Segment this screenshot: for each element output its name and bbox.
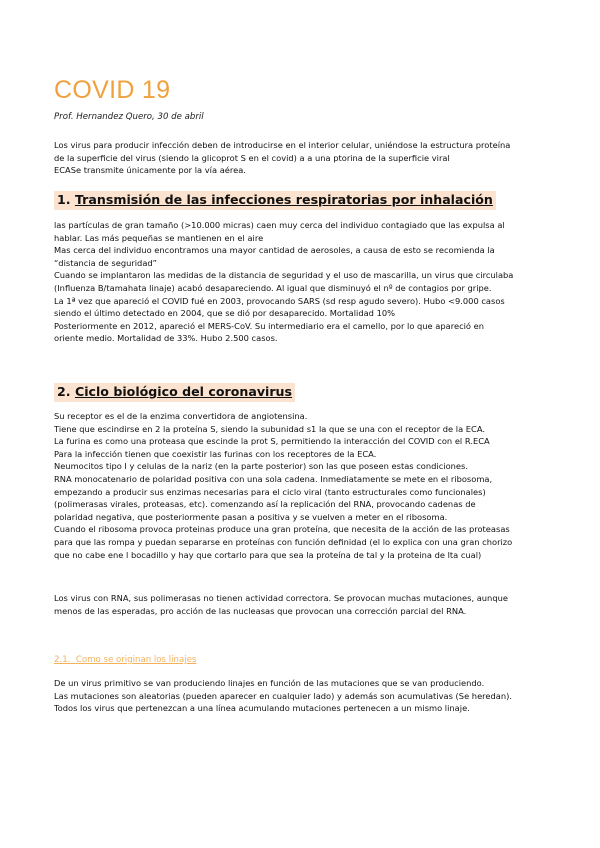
text-line: las partículas de gran tamaño (>10.000 micras) caen muy cerca del individuo contagiado que las expulsa al (54, 220, 505, 230)
section-2-1-body (54, 677, 546, 715)
text-line: Cuando se implantaron las medidas de la distancia de seguridad y el uso de mascarilla, un virus que circulaba (54, 270, 514, 281)
section-2-heading (54, 383, 295, 402)
text-line: Los virus con RNA, sus polimerasas no tienen actividad correctora. Se provocan muchas mutaciones, aunque (54, 593, 508, 603)
section-2-1-heading (54, 655, 196, 665)
section-title: Transmisión de las infecciones respiratorias por inhalación (74, 192, 493, 207)
text-line: siendo el último detectado en 2004, que se dió por desaparecido. Mortalidad 10% (54, 308, 396, 319)
text-line: Tiene que escindirse en 2 la proteína S, siendo la subunidad s1 la que se una con el receptor de la ECA. (54, 423, 486, 434)
text-line: La 1ª vez que apareció el COVID fué en 2003, provocando SARS (sd resp agudo severo). Hubo <9.000 casos (54, 295, 505, 306)
text-line: hablar. Las más pequeñas se mantienen en el aire (54, 232, 264, 243)
text-line: De un virus primitivo se van produciendo linajes en función de las mutaciones que se van produciendo. (54, 678, 485, 688)
text-line: que no cabe ene l bocadillo y hay que cortarlo para que sea la proteína de tal y la proteina de lta cual) (54, 549, 482, 560)
text-line: Posteriormente en 2012, apareció el MERS-CoV. Su intermediario era el camello, por lo que apareció en (54, 320, 485, 331)
section-number: 2.1. (54, 655, 71, 665)
section-number: 2. (57, 384, 71, 399)
text-line: RNA monocatenario de polaridad positiva con una sola cadena. Inmediatamente se mete en el ribosoma, (54, 473, 493, 484)
text-line: Cuando el ribosoma provoca proteinas produce una gran proteína, que necesita de la acción de las proteasas (54, 524, 510, 535)
section-1-heading (54, 191, 496, 210)
text-line: Mas cerca del individuo encontramos una mayor cantidad de aerosoles, a causa de esto se recomienda la (54, 245, 495, 256)
text-line: para que las rompa y puedan separarse en proteínas con función definidad (el lo explica con una gran chorizo (54, 536, 513, 547)
text-line: “distancia de seguridad” (54, 257, 157, 268)
text-line: menos de las esperadas, pro acción de las nucleasas que provocan una corrección parcial del RNA. (54, 605, 467, 616)
author-line: Prof. Hernandez Quero, 30 de abril (54, 112, 204, 122)
text-line: de la superficie del virus (siendo la glicoprot S en el covid) a a una ptorina de la superficie viral (54, 152, 450, 163)
document-title: COVID 19 (54, 76, 171, 104)
text-line: empezando a producir sus enzimas necesarias para el ciclo viral (tanto estructurales como funcionales) (54, 486, 486, 497)
section-2-body (54, 410, 546, 561)
text-line: (polimerasas virales, proteasas, etc). comenzando así la replicación del RNA, provocando cadenas de (54, 499, 476, 510)
section-2-paragraph-2 (54, 592, 546, 617)
section-1-body (54, 219, 546, 345)
intro-paragraph (54, 139, 546, 177)
text-line: La furina es como una proteasa que escinde la prot S, permitiendo la interacción del COVID con el R.ECA (54, 436, 490, 447)
text-line: Para la infección tienen que coexistir las furinas con los receptores de la ECA. (54, 448, 377, 459)
text-line: (Influenza B/tamahata linaje) acabó desapareciendo. Al igual que disminuyó el nº de contagios por gripe. (54, 282, 492, 293)
text-line: oriente medio. Mortalidad de 33%. Hubo 2.500 casos. (54, 333, 278, 344)
text-line: Todos los virus que pertenezcan a una línea acumulando mutaciones pertenecen a un mismo linaje. (54, 703, 470, 714)
section-number: 1. (57, 192, 71, 207)
text-line: Las mutaciones son aleatorias (pueden aparecer en cualquier lado) y además son acumulativas (Se heredan). (54, 690, 512, 701)
text-line: ECASe transmite únicamente por la vía aérea. (54, 165, 246, 176)
text-line: polaridad negativa, que posteriormente pasan a positiva y se vuelven a meter en el ribosoma. (54, 511, 448, 522)
section-title: Como se originan los linajes (75, 655, 197, 665)
text-line: Los virus para producir infección deben de introducirse en el interior celular, uniéndose la estructura proteína (54, 140, 511, 150)
text-line: Neumocitos tipo I y celulas de la nariz (en la parte posterior) son las que poseen estas condiciones. (54, 461, 468, 472)
section-title: Ciclo biológico del coronavirus (74, 384, 293, 399)
text-line: Su receptor es el de la enzima convertidora de angiotensina. (54, 411, 308, 421)
